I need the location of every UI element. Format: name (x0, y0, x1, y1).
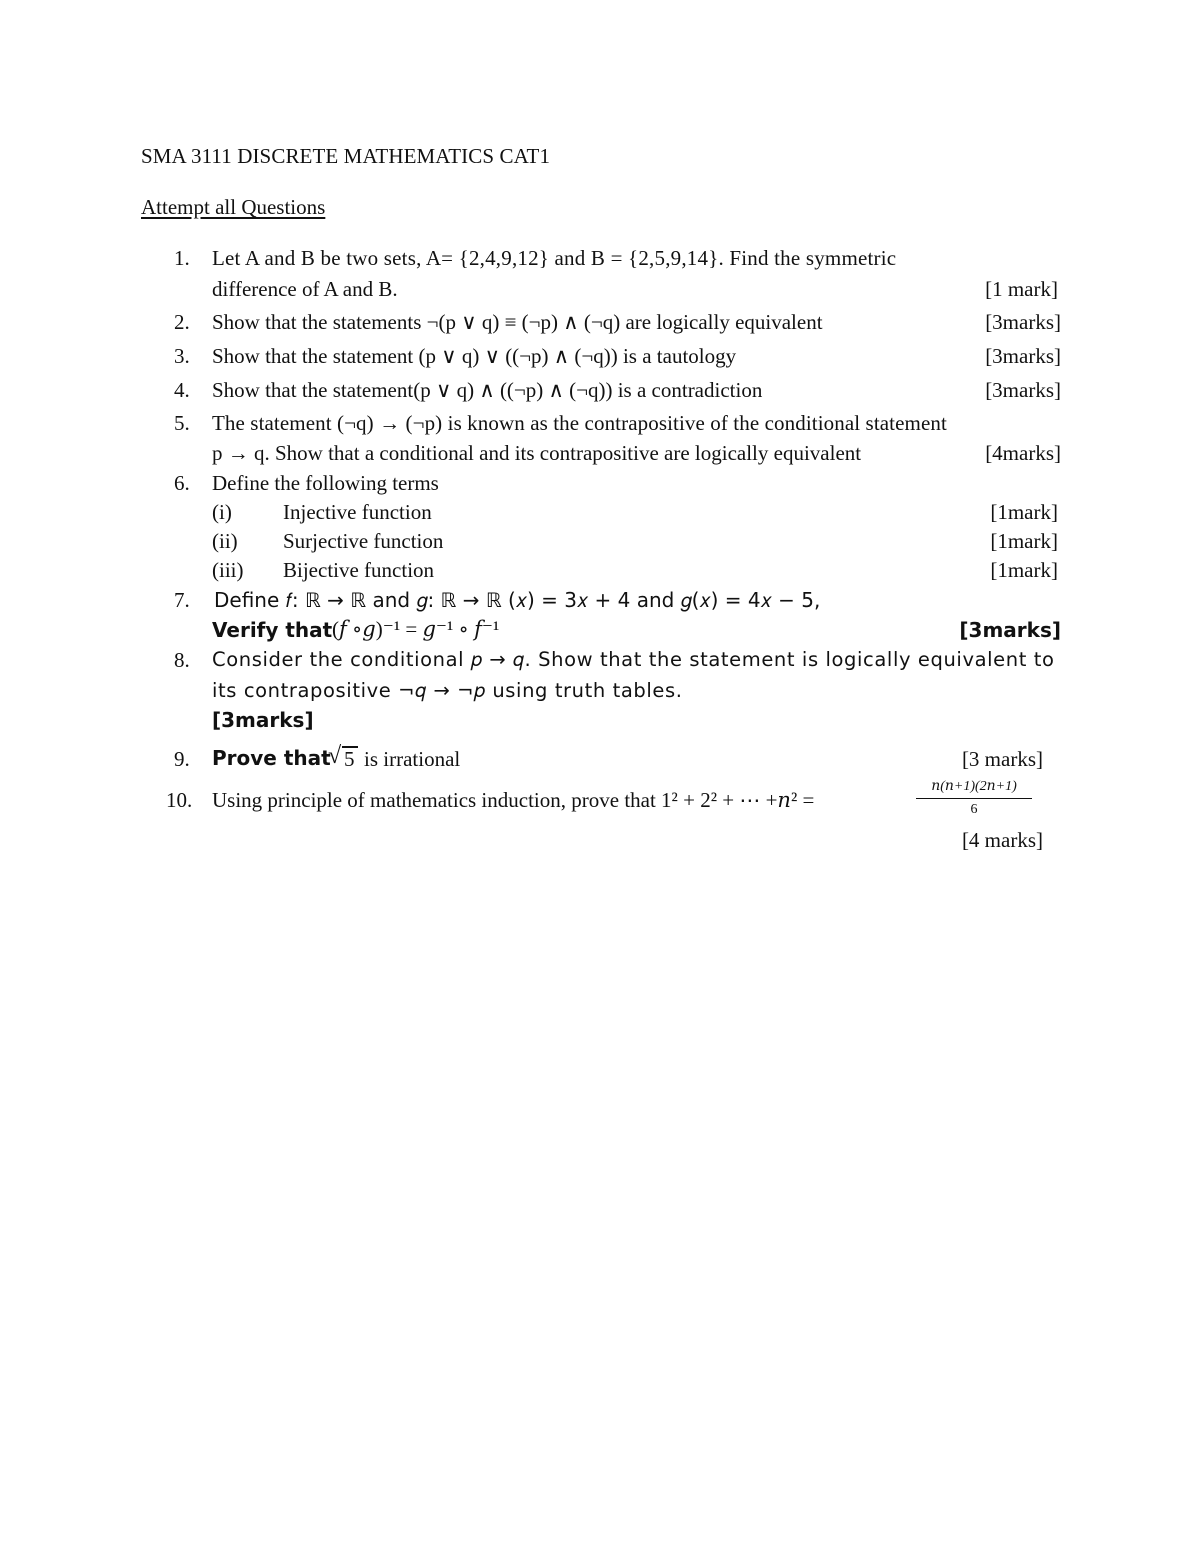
question-7-line-1: Define 𝑓: ℝ → ℝ and 𝑔: ℝ → ℝ (𝑥) = 3𝑥 + 4 and 𝑔(𝑥) = 4𝑥 − 5, (214, 588, 821, 612)
question-5-marks: [4marks] (985, 441, 1061, 465)
question-6-sub-1-label: (i) (212, 500, 232, 524)
question-8-marks: [3marks] (212, 708, 314, 732)
question-2-text: Show that the statements ¬(p ∨ q) ≡ (¬p) ∧ (¬q) are logically equivalent (212, 310, 823, 334)
question-5-number: 5. (174, 411, 190, 435)
question-6-sub-2-marks: [1mark] (990, 529, 1058, 553)
question-6-sub-2-text: Surjective function (283, 529, 444, 553)
fraction-numerator: 𝑛(𝑛+1)(2𝑛+1) (931, 779, 1017, 794)
question-6-sub-1-text: Injective function (283, 500, 432, 524)
question-5-line-2: p → q. Show that a conditional and its contrapositive are logically equivalent (212, 441, 862, 465)
question-3-text: Show that the statement (p ∨ q) ∨ ((¬p) ∧ (¬q)) is a tautology (212, 344, 737, 368)
question-9-number: 9. (174, 747, 190, 771)
question-8-number: 8. (174, 648, 190, 672)
question-4-marks: [3marks] (985, 378, 1061, 402)
question-7-verify: Verify that (212, 618, 333, 642)
question-1-number: 1. (174, 246, 190, 270)
question-9-marks: [3 marks] (961, 747, 1043, 771)
document-title: SMA 3111 DISCRETE MATHEMATICS CAT1 (141, 144, 551, 168)
sqrt-icon: √ (328, 743, 342, 769)
question-7-number: 7. (174, 588, 190, 612)
question-6-text: Define the following terms (212, 471, 439, 495)
question-1-marks: [1 mark] (985, 277, 1058, 301)
question-9-prove: Prove that (212, 746, 331, 770)
question-4-text: Show that the statement(p ∨ q) ∧ ((¬p) ∧ (¬q)) is a contradiction (212, 378, 763, 402)
question-3-marks: [3marks] (985, 344, 1061, 368)
question-6-sub-3-marks: [1mark] (990, 558, 1058, 582)
question-6-number: 6. (174, 471, 190, 495)
fraction-denominator: 6 (970, 802, 978, 817)
question-6-sub-1-marks: [1mark] (990, 500, 1058, 524)
question-6-sub-2-label: (ii) (212, 529, 238, 553)
question-10-number: 10. (166, 788, 193, 812)
question-5-line-1: The statement (¬q) → (¬p) is known as the contrapositive of the conditional statement (212, 411, 947, 435)
question-4-number: 4. (174, 378, 190, 402)
question-9-radicand: 5 (344, 747, 355, 771)
question-8-line-2: its contrapositive ¬𝑞 → ¬𝑝 using truth tables. (212, 679, 683, 702)
instruction-heading: Attempt all Questions (141, 195, 326, 219)
question-6-sub-3-label: (iii) (212, 558, 244, 582)
question-2-number: 2. (174, 310, 190, 334)
question-10-marks: [4 marks] (961, 828, 1043, 852)
question-10-text: Using principle of mathematics induction, prove that 1² + 2² + ⋯ +𝑛² = (212, 788, 815, 812)
question-1-line-1: Let A and B be two sets, A= {2,4,9,12} and B = {2,5,9,14}. Find the symmetric (212, 246, 897, 270)
question-9-text: is irrational (364, 747, 461, 771)
question-3-number: 3. (174, 344, 190, 368)
question-7-formula: (𝑓 ∘𝑔)⁻¹ = 𝑔⁻¹ ∘ 𝑓⁻¹ (332, 617, 500, 641)
question-7-marks: [3marks] (959, 618, 1061, 642)
fraction-bar (916, 798, 1032, 799)
question-2-marks: [3marks] (985, 310, 1061, 334)
question-6-sub-3-text: Bijective function (283, 558, 435, 582)
question-8-line-1: Consider the conditional 𝑝 → 𝑞. Show that the statement is logically equivalent to (212, 648, 1055, 671)
question-1-line-2: difference of A and B. (212, 277, 398, 301)
